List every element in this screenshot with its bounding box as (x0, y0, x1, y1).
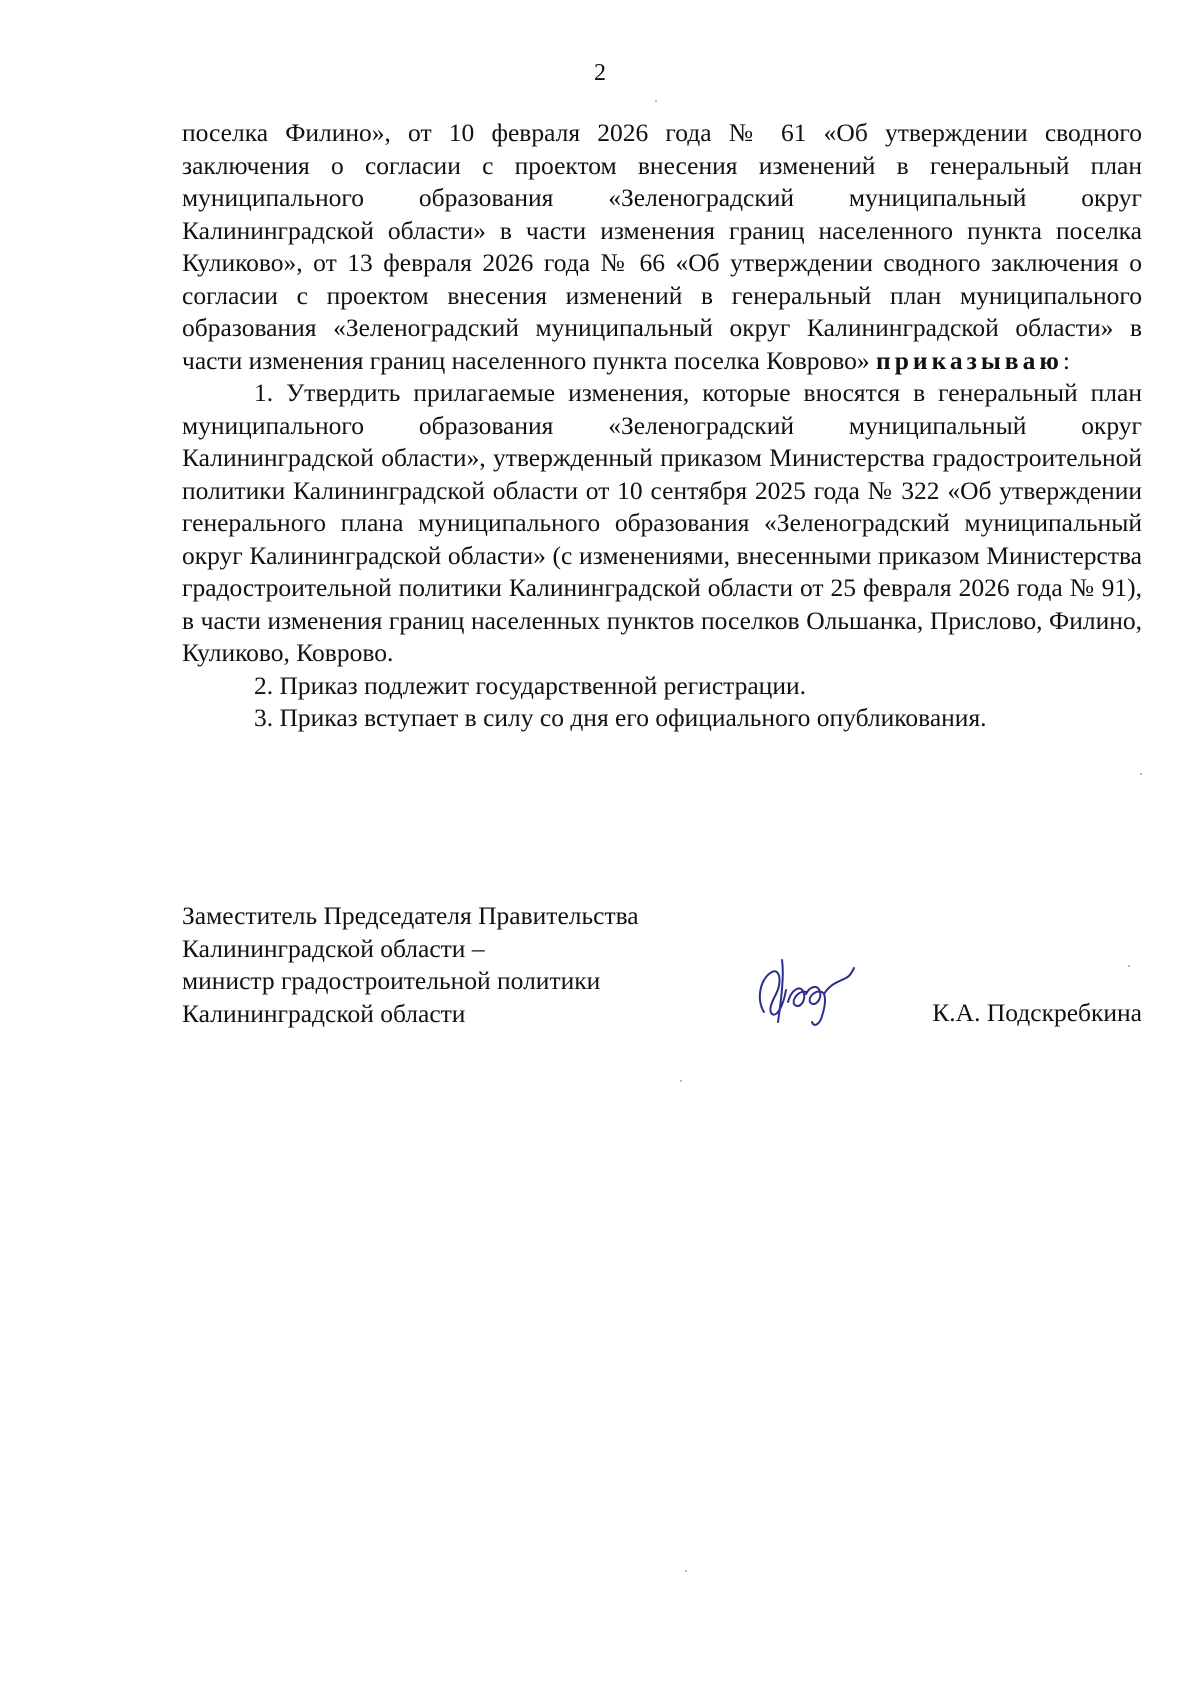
order-item-2: 2. Приказ подлежит государственной регистрации. (254, 670, 806, 700)
scan-speck (680, 1080, 682, 1082)
order-item-3: 3. Приказ вступает в силу со дня его официального опубликования. (254, 703, 987, 732)
document-body (182, 117, 1142, 735)
signatory-name: К.А. Подскребкина (932, 998, 1142, 1027)
signatory-title-line: Калининградской области (182, 998, 466, 1028)
scan-speck (685, 1570, 687, 1572)
signature-block (182, 900, 1142, 1040)
order-word: приказываю (876, 345, 1063, 375)
page-number: 2 (594, 60, 606, 86)
signature-strokes (760, 960, 854, 1025)
preamble-text: поселка Филино», от 10 февраля 2026 года № 61 «Об утверждении сводного заключения о согласии с проектом внесения изменений в генеральный план муниципального образования «Зеленоградский муниципальный округ Калининградской области» в части изменения границ населенного пункта поселка Куликово», от 13 февраля 2026 года № 66 «Об утверждении сводного заключения о согласии с проектом внесения изменений в генеральный план муниципального образования «Зеленоградский муниципальный округ Калининградской области» в части изменения границ населенного пункта поселка Коврово» (182, 118, 1142, 375)
preamble-paragraph (182, 117, 1142, 377)
signatory-title-line: министр градостроительной политики (182, 966, 601, 995)
signatory-title-line: Калининградской области – (182, 933, 485, 963)
scan-speck (655, 100, 657, 102)
scan-speck (1128, 965, 1130, 967)
signatory-title (182, 900, 639, 1030)
scan-speck (1140, 773, 1142, 775)
signatory-title-line: Заместитель Председателя Правительства (182, 901, 639, 930)
handwritten-signature (742, 942, 862, 1032)
order-colon: : (1062, 345, 1070, 375)
order-item-1: 1. Утвердить прилагаемые изменения, которые вносятся в генеральный план муниципального образования «Зеленоградский муниципальный округ Калининградской области», утвержденный приказом Министерства градостроительной политики Калининградской области от 10 сентября 2025 года № 322 «Об утверждении генерального плана муниципального образования «Зеленоградский муниципальный округ Калининградской области» (с изменениями, внесенными приказом Министерства градостроительной политики Калининградской области от 25 февраля 2026 года № 91), в части изменения границ населенных пунктов поселков Ольшанка, Прислово, Филино, Куликово, Коврово. (182, 378, 1142, 667)
